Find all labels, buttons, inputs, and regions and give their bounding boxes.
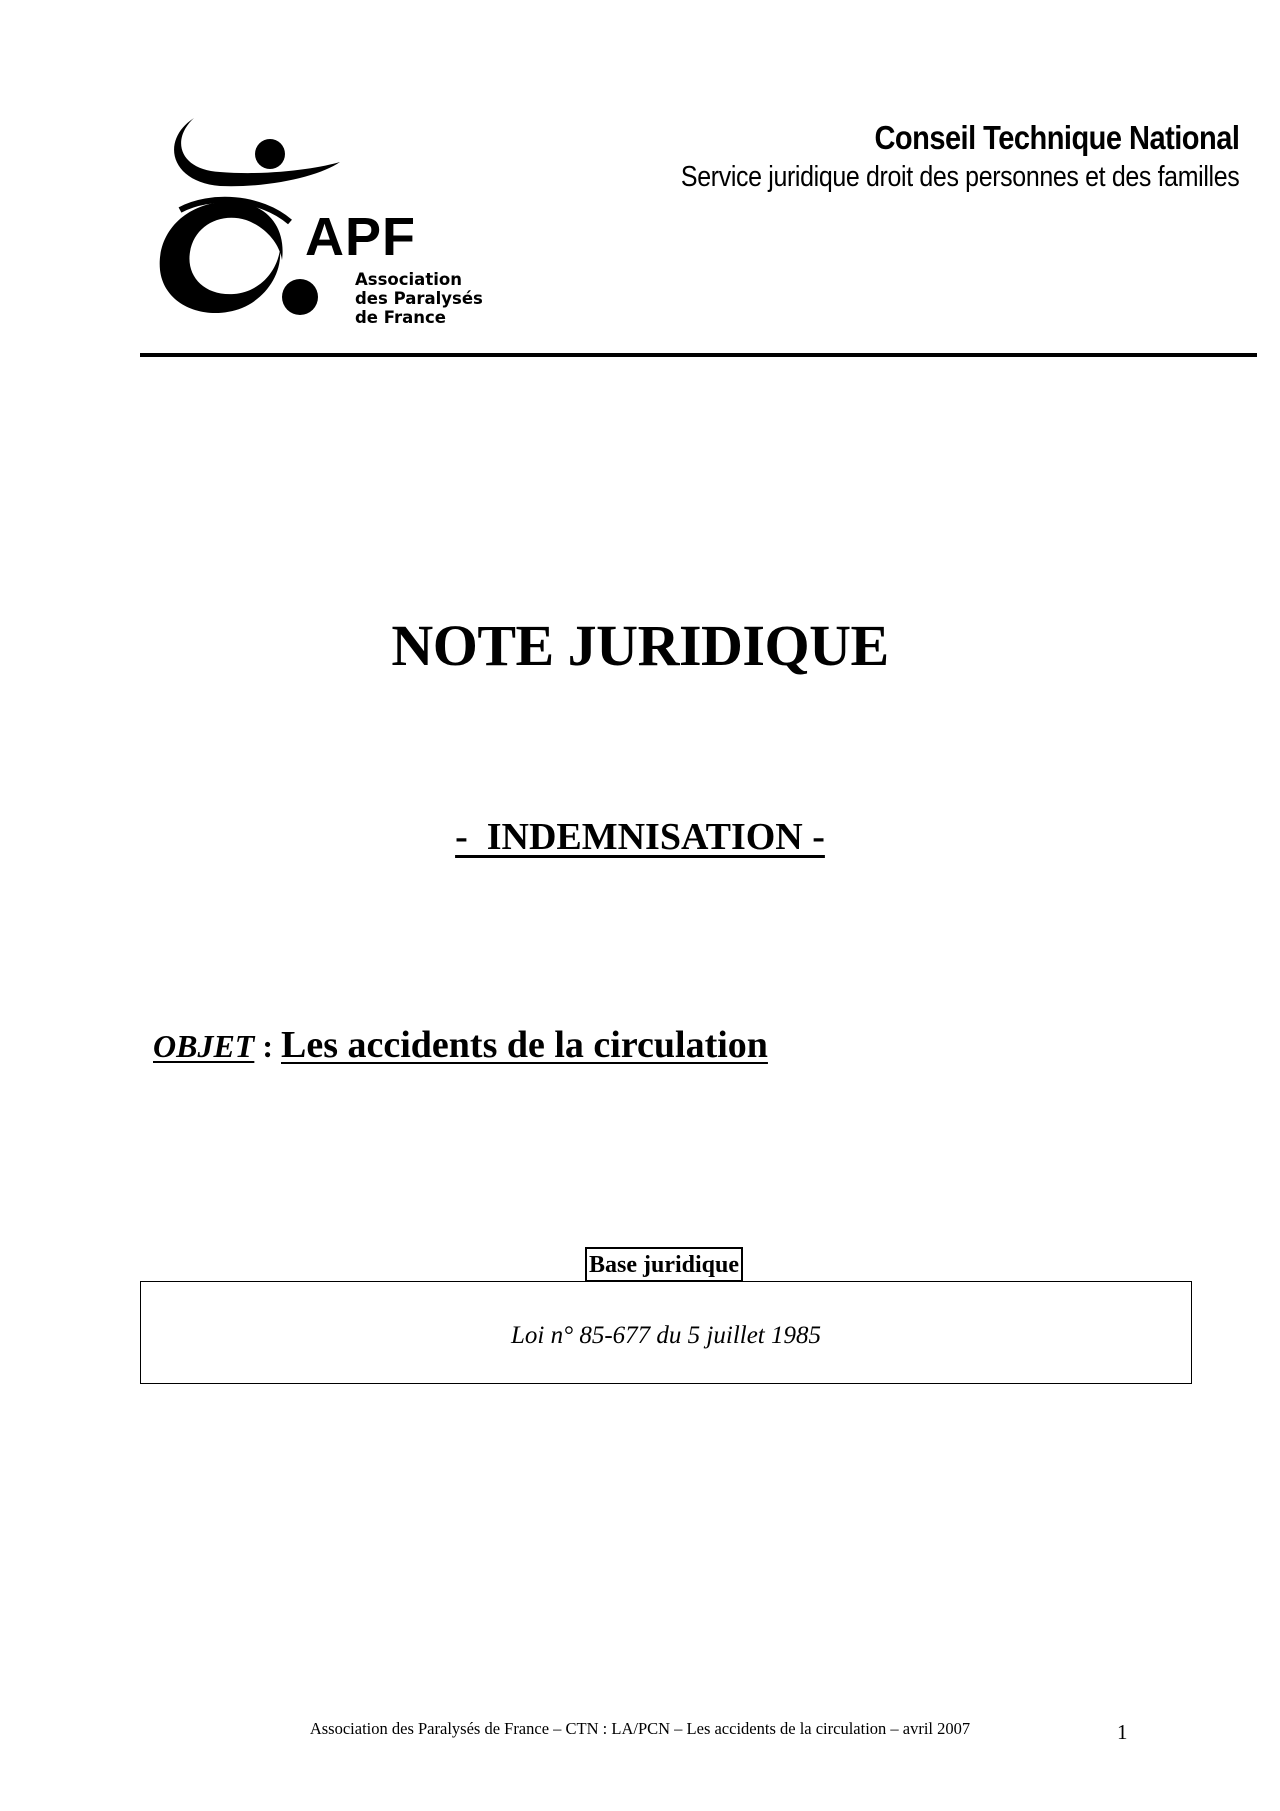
page-number: 1 — [1117, 1720, 1128, 1744]
document-subtitle-text: - INDEMNISATION - — [455, 816, 825, 858]
logo-subtitle-line: de France — [355, 308, 446, 327]
page-footer: Association des Paralysés de France – CTN : LA/PCN – Les accidents de la circulation – avril 2007 — [309, 1719, 971, 1738]
logo-subtitle — [355, 270, 483, 327]
base-juridique-text: Loi n° 85-677 du 5 juillet 1985 — [511, 1322, 821, 1349]
logo-subtitle-line: Association — [355, 270, 462, 289]
objet-line — [153, 1023, 768, 1067]
objet-label: OBJET — [153, 1028, 255, 1064]
document-subtitle — [0, 815, 1280, 859]
header — [590, 118, 1239, 197]
logo-subtitle-line: des Paralysés — [355, 289, 483, 308]
document-title: NOTE JURIDIQUE — [391, 613, 889, 678]
base-juridique-label: Base juridique — [585, 1247, 743, 1282]
base-juridique-box — [140, 1281, 1192, 1384]
header-divider — [140, 353, 1257, 357]
objet-value: Les accidents de la circulation — [281, 1024, 768, 1066]
apf-logo — [150, 110, 490, 325]
organization-title: Conseil Technique National — [874, 119, 1239, 156]
objet-separator: : — [254, 1028, 281, 1064]
organization-subtitle: Service juridique droit des personnes et des familles — [680, 160, 1239, 193]
logo-acronym: APF — [305, 207, 416, 267]
